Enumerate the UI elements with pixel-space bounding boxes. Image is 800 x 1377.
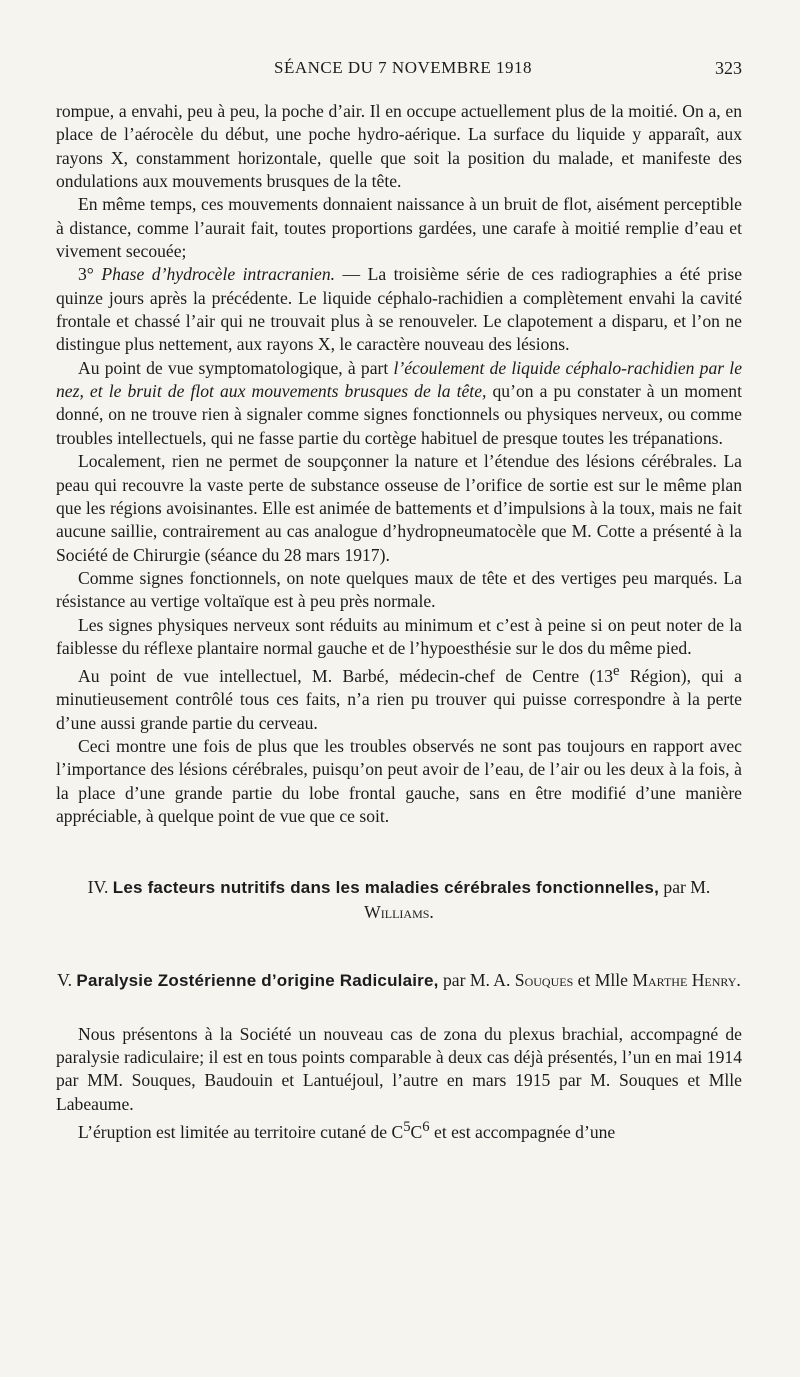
- paragraph-7: Les signes physiques nerveux sont réduits au minimum et c’est à peine si on peut noter de la faiblesse du réflexe plantaire normal gauche et de l’hypoesthésie sur le dos du même pied.: [56, 614, 742, 658]
- paragraph-4: [56, 357, 742, 450]
- section-v-numeral: V.: [57, 969, 77, 990]
- paragraph-2: En même temps, ces mouvements donnaient naissance à un bruit de flot, aisément perceptible à distance, comme l’aurait fait, toutes proportions gardées, une carafe à moitié remplie d’eau et vivement secouée;: [56, 194, 742, 262]
- superscript-6: 6: [422, 1118, 430, 1135]
- section-v-author-2: Marthe Henry.: [632, 969, 741, 990]
- paragraph-8-start: Au point de vue intellectuel, M. Barbé, médecin-chef de Centre (13: [78, 666, 614, 687]
- paragraph-1: rompue, a envahi, peu à peu, la poche d’air. Il en occupe actuellement plus de la moitié. On a, en place de l’aérocèle du début, une poche hydro-aérique. La surface du liquide y apparaît, aux rayons X, constamment horizontale, quelle que soit la position du malade, et manifeste des ondulations aux mouvements brusques de la tête.: [56, 101, 742, 192]
- section-v-by: par M. A.: [438, 969, 515, 990]
- superscript-e: e: [613, 663, 620, 680]
- section-v-heading: [56, 968, 742, 993]
- body-text: [56, 100, 742, 1144]
- paragraph-11-start: L’éruption est limitée au territoire cutané de C: [78, 1121, 404, 1142]
- paragraph-4-italic: l’écoulement de liquide céphalo-rachidien par le nez, et le bruit de flot aux mouvements brusques de la tête,: [56, 357, 743, 402]
- section-v-author-1: Souques: [514, 969, 574, 990]
- superscript-5: 5: [403, 1118, 411, 1135]
- section-v-and: et Mlle: [573, 969, 633, 990]
- paragraph-6: Comme signes fonctionnels, on note quelques maux de tête et des vertiges peu marqués. La résistance au vertige voltaïque est à peu près normale.: [56, 567, 742, 612]
- section-iv-heading: [56, 875, 742, 924]
- paragraph-8-rest: Région), qui a minutieusement contrôlé tous ces faits, n’a rien pu trouver qui puisse correspondre à la perte d’une aussi grande partie du cerveau.: [56, 666, 742, 733]
- section-iv-by: par M.: [659, 876, 711, 897]
- section-v-title: Paralysie Zostérienne d’origine Radiculaire,: [76, 970, 439, 990]
- paragraph-4-start: Au point de vue symptomatologique, à part: [78, 357, 394, 378]
- phase-text: — La troisième série de ces radiographies a été prise quinze jours après la précédente. Le liquide céphalo-rachidien a complètement envahi la cavité frontale et chassé l’air qui ne trouvait plus à se renouveler. Le clapotement a disparu, et l’on ne distingue plus nettement, aux rayons X, le caractère nouveau des lésions.: [56, 264, 742, 355]
- paragraph-3: [56, 263, 742, 356]
- section-iv-title: Les facteurs nutritifs dans les maladies cérébrales fonctionnelles,: [112, 877, 660, 897]
- paragraph-4-rest: qu’on a pu constater à un moment donné, on ne trouve rien à signaler comme signes fonctionnels ou physiques nerveux, ou comme troubles intellectuels, qui ne fasse partie du cortège habituel de presque toutes les trépanations.: [56, 381, 742, 448]
- section-iv-author: Williams.: [364, 901, 434, 922]
- paragraph-11-mid: C: [410, 1121, 423, 1142]
- paragraph-11-rest: et est accompagnée d’une: [429, 1121, 616, 1142]
- phase-title: Phase d’hydrocèle intracranien.: [101, 264, 336, 285]
- running-title: SÉANCE DU 7 NOVEMBRE 1918: [274, 58, 533, 77]
- page-number: 323: [715, 58, 742, 78]
- paragraph-10: Nous présentons à la Société un nouveau cas de zona du plexus brachial, accompagné de paralysie radiculaire; il est en tous points comparable à deux cas déjà présentés, l’un en mai 1914 par MM. Souques, Baudouin et Lantuéjoul, l’autre en mars 1915 par M. Souques et Mlle Labeaume.: [56, 1023, 742, 1114]
- page-header: [0, 58, 800, 86]
- section-iv-numeral: IV.: [87, 876, 113, 897]
- paragraph-11: [56, 1116, 742, 1144]
- phase-number: 3°: [78, 264, 102, 285]
- paragraph-8: [56, 660, 742, 735]
- paragraph-9: Ceci montre une fois de plus que les troubles observés ne sont pas toujours en rapport avec l’importance des lésions cérébrales, puisqu’on peut avoir de l’eau, de l’air ou les deux à la fois, à la place d’une grande partie du lobe frontal gauche, sans en être modifié d’une manière appréciable, à quelque point de vue que ce soit.: [56, 736, 742, 827]
- paragraph-5: Localement, rien ne permet de soupçonner la nature et l’étendue des lésions cérébrales. La peau qui recouvre la vaste perte de substance osseuse de l’orifice de sortie est sur le même plan que les régions avoisinantes. Elle est animée de battements et d’impulsions à la toux, mais ne fait aucune saillie, contrairement au cas analogue d’hydropneumatocèle que M. Cotte a présenté à la Société de Chirurgie (séance du 28 mars 1917).: [56, 451, 742, 565]
